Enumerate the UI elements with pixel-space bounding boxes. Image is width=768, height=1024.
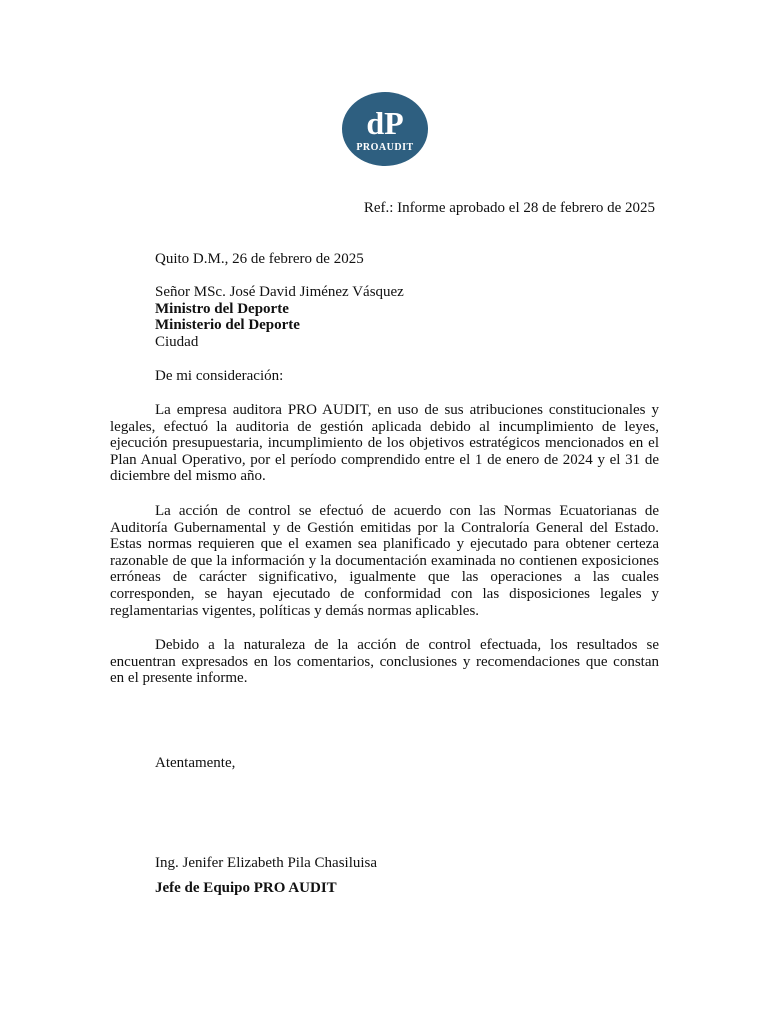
recipient-city: Ciudad	[155, 333, 199, 350]
paragraph-1: La empresa auditora PRO AUDIT, en uso de sus atribuciones constitucionales y legales, efectuó la auditoria de gestión aplicada debido al incumplimiento de leyes, ejecución presupuestaria, incumplimiento de los objetivos estratégicos mencionados en el Plan Anual Operativo, por el período comprendido entre el 1 de enero de 2024 y el 31 de diciembre del mismo año.	[110, 402, 659, 485]
recipient-block	[155, 284, 655, 350]
place-date: Quito D.M., 26 de febrero de 2025	[155, 251, 364, 267]
logo-monogram: dP	[366, 105, 404, 141]
recipient-institution: Ministerio del Deporte	[155, 317, 300, 334]
recipient-title: Ministro del Deporte	[155, 300, 289, 317]
salutation: De mi consideración:	[155, 368, 284, 384]
signature-role: Jefe de Equipo PRO AUDIT	[155, 880, 337, 896]
logo-emblem-icon	[342, 92, 428, 166]
proaudit-logo	[342, 92, 428, 166]
reference-line: Ref.: Informe aprobado el 28 de febrero de 2025	[363, 200, 655, 216]
paragraph-3: Debido a la naturaleza de la acción de control efectuada, los resultados se encuentran expresados en los comentarios, conclusiones y recomendaciones que constan en el presente informe.	[110, 637, 659, 687]
signature-name: Ing. Jenifer Elizabeth Pila Chasiluisa	[155, 855, 378, 871]
recipient-name: Señor MSc. José David Jiménez Vásquez	[155, 284, 404, 300]
paragraph-2: La acción de control se efectuó de acuerdo con las Normas Ecuatorianas de Auditoría Gubernamental y de Gestión emitidas por la Contraloría General del Estado. Estas normas requieren que el examen sea planificado y ejecutado para obtener certeza razonable de que la información y la documentación examinada no contienen exposiciones erróneas de carácter significativo, igualmente que las operaciones a las cuales corresponden, se hayan ejecutado de conformidad con las disposiciones legales y reglamentarias vigentes, políticas y demás normas aplicables.	[110, 503, 659, 619]
closing: Atentamente,	[155, 755, 236, 771]
logo-name: PROAUDIT	[356, 142, 414, 153]
